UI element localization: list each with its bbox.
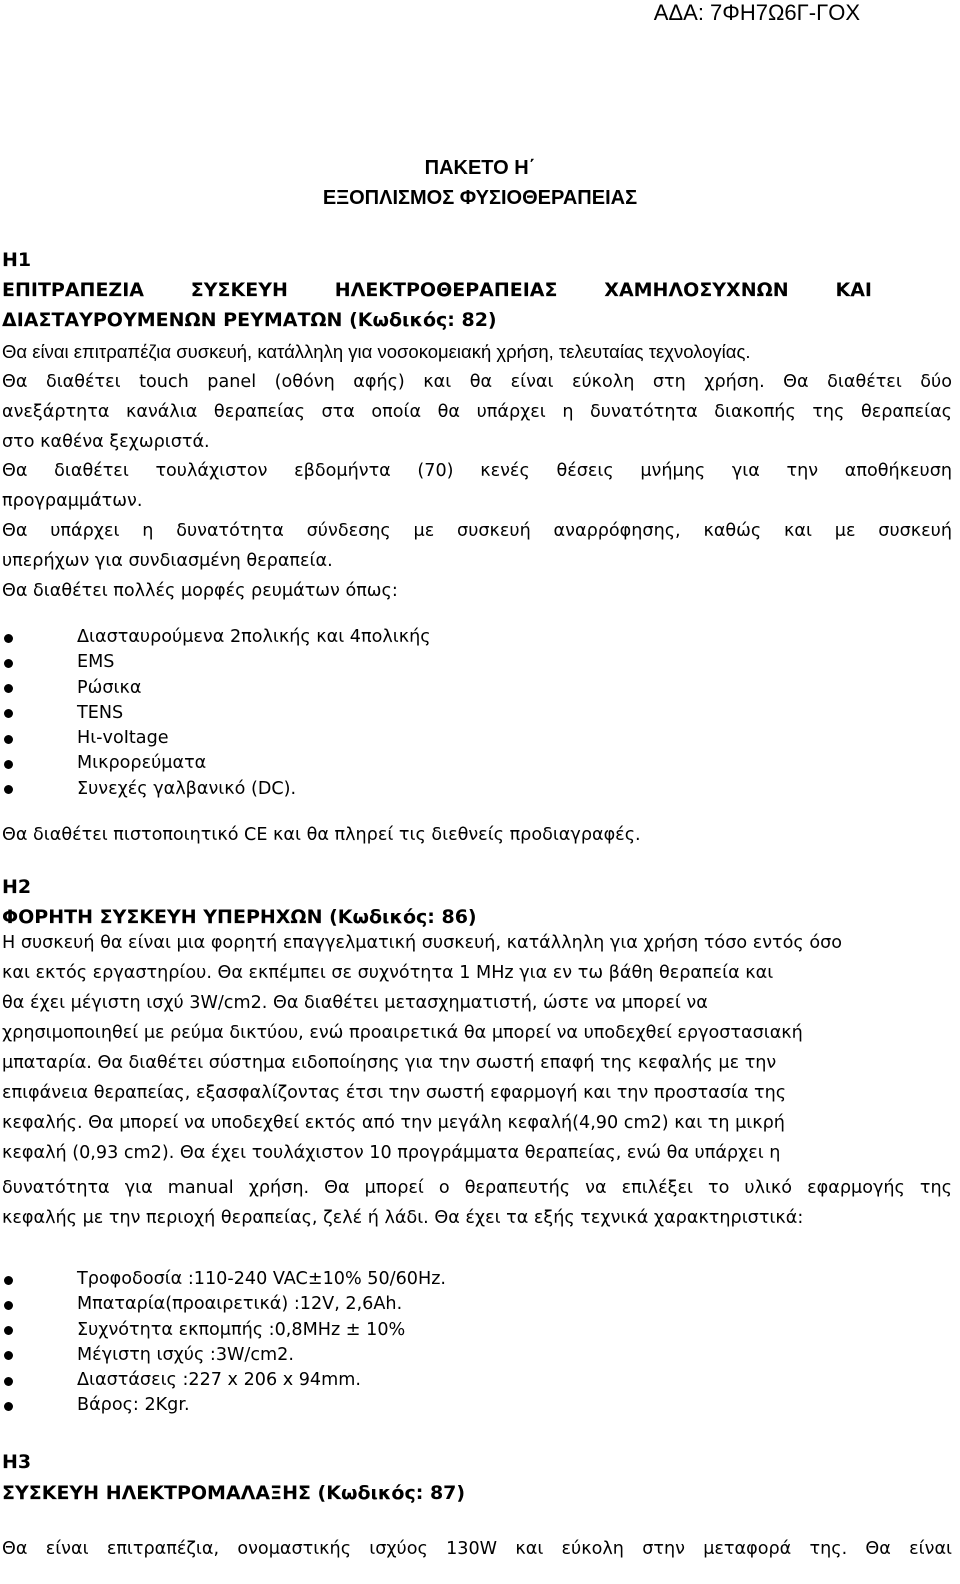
list-item: Ρώσικα (0, 676, 431, 701)
h2-line-1: Η συσκευή θα είναι μια φορητή επαγγελματική συσκευή, κατάλληλη για χρήση τόσο εντός όσο (2, 933, 842, 953)
h2-line-3: θα έχει μέγιστη ισχύ 3W/cm2. Θα διαθέτει μετασχηματιστή, ώστε να μπορεί να (2, 993, 708, 1013)
h2-line-2: και εκτός εργαστηρίου. Θα εκπέμπει σε συχνότητα 1 MHz για εν τω βάθη θεραπεία και (2, 963, 774, 983)
h2-code: Η2 (2, 876, 32, 898)
h1-line-9: Θα διαθέτει πολλές μορφές ρευμάτων όπως: (2, 581, 398, 601)
h2-specs-list (0, 1267, 446, 1419)
h1-line-1: Θα είναι επιτραπέζια συσκευή, κατάλληλη για νοσοκομειακή χρήση, τελευταίας τεχνολογίας. (2, 341, 751, 362)
h1-closing: Θα διαθέτει πιστοποιητικό CE και θα πληρεί τις διεθνείς προδιαγραφές. (2, 825, 641, 845)
list-item: Hι-voItage (0, 726, 431, 751)
h1-line-3: ανεξάρτητα κανάλια θεραπείας στα οποία θα υπάρχει η δυνατότητα διακοπής της θεραπείας (2, 402, 952, 422)
h3-heading: ΣΥΣΚΕΥΗ ΗΛΕΚΤΡΟΜΑΛΑΞΗΣ (Κωδικός: 87) (2, 1482, 466, 1504)
list-item: Βάρος: 2Kgr. (0, 1393, 446, 1418)
h2-line-4: χρησιμοποιηθεί με ρεύμα δικτύου, ενώ προαιρετικά θα μπορεί να υποδεχθεί εργοστασιακή (2, 1023, 803, 1043)
h2-line-6: επιφάνεια θεραπείας, εξασφαλίζοντας έτσι την σωστή εφαρμογή και την προστασία της (2, 1083, 787, 1103)
list-item: Μπαταρία(προαιρετικά) :12V, 2,6Ah. (0, 1292, 446, 1317)
h3-code: Η3 (2, 1451, 32, 1473)
h1-code: Η1 (2, 249, 32, 271)
list-item: EMS (0, 650, 431, 675)
list-item: Διασταυρούμενα 2πολικής και 4πολικής (0, 625, 431, 650)
list-item: TENS (0, 701, 431, 726)
h1-line-2: Θα διαθέτει touch panel (οθόνη αφής) και θα είναι εύκολη στη χρήση. Θα διαθέτει δύο (2, 372, 952, 392)
ada-code: ΑΔΑ: 7ΦΗ7Ω6Γ-ΓΟΧ (653, 0, 860, 25)
list-item: Συνεχές γαλβανικό (DC). (0, 777, 431, 802)
h2-heading: ΦΟΡΗΤΗ ΣΥΣΚΕΥΗ ΥΠΕΡΗΧΩΝ (Κωδικός: 86) (2, 906, 477, 928)
h1-current-types-list (0, 625, 431, 802)
h1-heading-line1: ΕΠΙΤΡΑΠΕΖΙΑ ΣΥΣΚΕΥΗ ΗΛΕΚΤΡΟΘΕΡΑΠΕΙΑΣ ΧΑΜΗΛΟΣΥΧΝΩΝ ΚΑΙ (2, 279, 872, 301)
h3-line-1: Θα είναι επιτραπέζια, ονομαστικής ισχύος 130W και εύκολη στην μεταφορά της. Θα είναι (2, 1539, 952, 1559)
h2-line-9: δυνατότητα για manual χρήση. Θα μπορεί ο θεραπευτής να επιλέξει το υλικό εφαρμογής της (2, 1178, 952, 1198)
list-item: Τροφοδοσία :110-240 VAC±10% 50/60Hz. (0, 1267, 446, 1292)
h1-line-5: Θα διαθέτει τουλάχιστον εβδομήντα (70) κενές θέσεις μνήμης για την αποθήκευση (2, 461, 952, 481)
h1-line-7: Θα υπάρχει η δυνατότητα σύνδεσης με συσκευή αναρρόφησης, καθώς και με συσκευή (2, 521, 952, 541)
list-item: Διαστάσεις :227 x 206 x 94mm. (0, 1368, 446, 1393)
h2-line-5: μπαταρία. Θα διαθέτει σύστημα ειδοποίησης για την σωστή επαφή της κεφαλής με την (2, 1053, 777, 1073)
h2-line-7: κεφαλής. Θα μπορεί να υποδεχθεί εκτός από την μεγάλη κεφαλή(4,90 cm2) και τη μικρή (2, 1113, 785, 1133)
h1-heading-line2: ΔΙΑΣΤΑΥΡΟΥΜΕΝΩΝ ΡΕΥΜΑΤΩΝ (Κωδικός: 82) (2, 309, 497, 331)
package-subtitle: ΕΞΟΠΛΙΣΜΟΣ ΦΥΣΙΟΘΕΡΑΠΕΙΑΣ (322, 187, 638, 209)
h2-line-8: κεφαλή (0,93 cm2). Θα έχει τουλάχιστον 10 προγράμματα θεραπείας, ενώ θα υπάρχει η (2, 1143, 781, 1163)
h1-line-6: προγραμμάτων. (2, 491, 143, 511)
package-title: ΠΑΚΕΤΟ Η΄ (424, 157, 536, 179)
list-item: Μικρορεύματα (0, 751, 431, 776)
h1-line-4: στο καθένα ξεχωριστά. (2, 432, 210, 452)
list-item: Μέγιστη ισχύς :3W/cm2. (0, 1343, 446, 1368)
list-item: Συχνότητα εκπομπής :0,8MHz ± 10% (0, 1318, 446, 1343)
h2-line-10: κεφαλής με την περιοχή θεραπείας, ζελέ ή λάδι. Θα έχει τα εξής τεχνικά χαρακτηριστικά: (2, 1208, 804, 1228)
h1-line-8: υπερήχων για συνδιασμένη θεραπεία. (2, 551, 333, 571)
